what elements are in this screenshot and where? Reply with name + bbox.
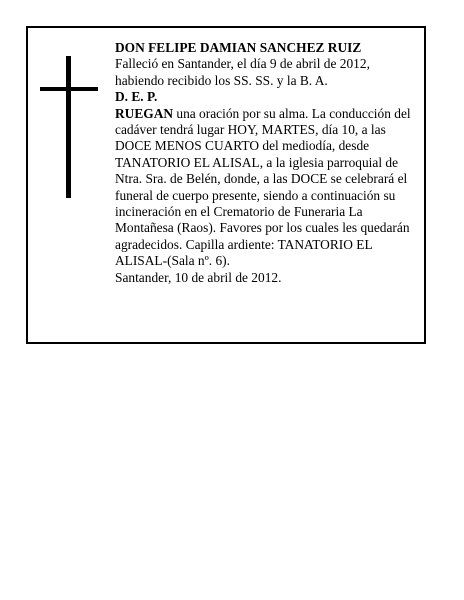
death-line: Falleció en Santander, el día 9 de abril de 2012, habiendo recibido los SS. SS. y la B. A. — [115, 56, 370, 88]
ruegan-text: una oración por su alma. La conducción del cadáver tendrá lugar HOY, MARTES, día 10, a las DOCE MENOS CUARTO del mediodía, desde TANATORIO EL ALISAL, a la iglesia parroquial de Ntra. Sra. de Belén, donde, a las DOCE se celebrará el funeral de cuerpo presente, siendo a continuación su incineración en el Crematorio de Funeraria La Montañesa (Raos). Favores por los cuales les quedarán agradecidos. Capilla ardiente: TANATORIO EL ALISAL-(Sala nº. 6). — [115, 105, 411, 269]
place-date: Santander, 10 de abril de 2012. — [115, 269, 282, 285]
rip-line: D. E. P. — [115, 89, 158, 105]
ruegan-paragraph — [115, 106, 421, 270]
obituary-notice — [26, 26, 426, 344]
cross-vertical-bar — [66, 56, 71, 198]
deceased-name: DON FELIPE DAMIAN SANCHEZ RUIZ — [115, 40, 362, 55]
notice-text — [115, 40, 421, 286]
cross-horizontal-bar — [40, 87, 98, 91]
cross-icon — [40, 56, 100, 198]
ruegan-word: RUEGAN — [115, 105, 174, 121]
